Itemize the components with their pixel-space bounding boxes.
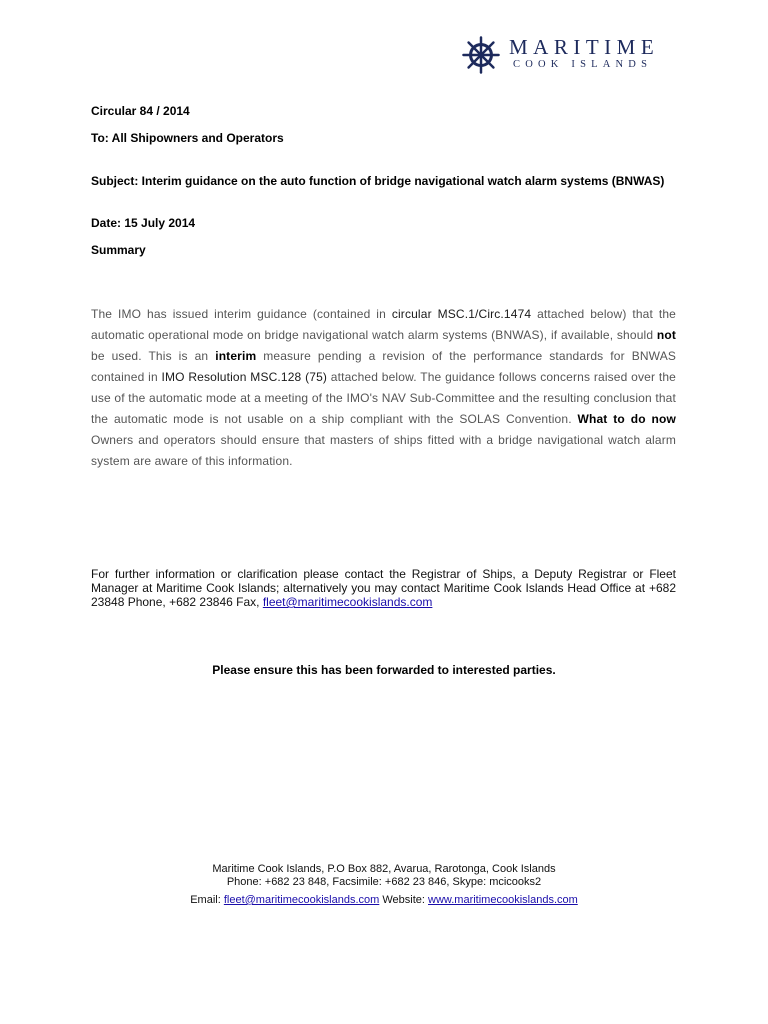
para-text-2: attached below) that the automatic operational mode on bridge navigational watch alarm systems (BNWAS), if available, should xyxy=(91,307,676,342)
footer-links xyxy=(0,894,768,907)
summary-heading: Summary xyxy=(91,243,146,257)
para-text-5: attached below. The guidance follows concerns raised over the use of the automatic mode at a meeting of the IMO's NAV Sub-Committee and the resulting conclusion that the automatic mode is not usable on a ship compliant with the SOLAS Convention. xyxy=(91,370,676,426)
footer-phone: Phone: +682 23 848, Facsimile: +682 23 846, Skype: mcicooks2 xyxy=(226,876,542,888)
emphasis-not: not xyxy=(656,328,676,342)
ship-wheel-icon xyxy=(462,36,500,74)
logo-subtitle: COOK ISLANDS xyxy=(513,59,653,70)
footer-website-link[interactable]: www.maritimecookislands.com xyxy=(428,894,578,906)
emphasis-interim: interim xyxy=(215,349,257,363)
what-to-do-heading: What to do now xyxy=(577,412,676,426)
forwarding-notice: Please ensure this has been forwarded to interested parties. xyxy=(212,663,556,677)
footer-website-label: Website: xyxy=(379,894,429,906)
recipients-line: To: All Shipowners and Operators xyxy=(91,131,284,145)
para-text-1: The IMO has issued interim guidance (contained in xyxy=(91,307,392,321)
footer-email-label: Email: xyxy=(190,894,224,906)
para-text-6: Owners and operators should ensure that masters of ships fitted with a bridge navigational watch alarm system are aware of this information. xyxy=(91,433,676,468)
date-line: Date: 15 July 2014 xyxy=(91,216,196,230)
para-text-3: be used. This is an xyxy=(91,349,216,363)
resolution-reference: IMO Resolution MSC.128 (75) xyxy=(161,370,328,384)
para-text-4: measure pending a revision of the performance standards for BNWAS contained in xyxy=(91,349,676,384)
contact-paragraph xyxy=(91,567,676,609)
logo-brand-name: MARITIME xyxy=(509,35,660,59)
circular-reference: circular MSC.1/Circ.1474 xyxy=(391,307,532,321)
subject-line: Subject: Interim guidance on the auto function of bridge navigational watch alarm systems (BNWAS) xyxy=(91,174,665,188)
summary-paragraph xyxy=(91,304,676,472)
contact-email-link[interactable]: fleet@maritimecookislands.com xyxy=(262,595,433,609)
footer-address: Maritime Cook Islands, P.O Box 882, Avarua, Rarotonga, Cook Islands xyxy=(212,863,556,875)
footer-email-link[interactable]: fleet@maritimecookislands.com xyxy=(223,894,380,906)
maritime-logo xyxy=(462,36,702,76)
contact-text: For further information or clarification please contact the Registrar of Ships, a Deputy Registrar or Fleet Manager at Maritime Cook Islands; alternatively you may contact Maritime Cook Islands Head Office at +682 23848 Phone, +682 23846 Fax, xyxy=(91,567,676,609)
circular-number: Circular 84 / 2014 xyxy=(91,104,190,118)
